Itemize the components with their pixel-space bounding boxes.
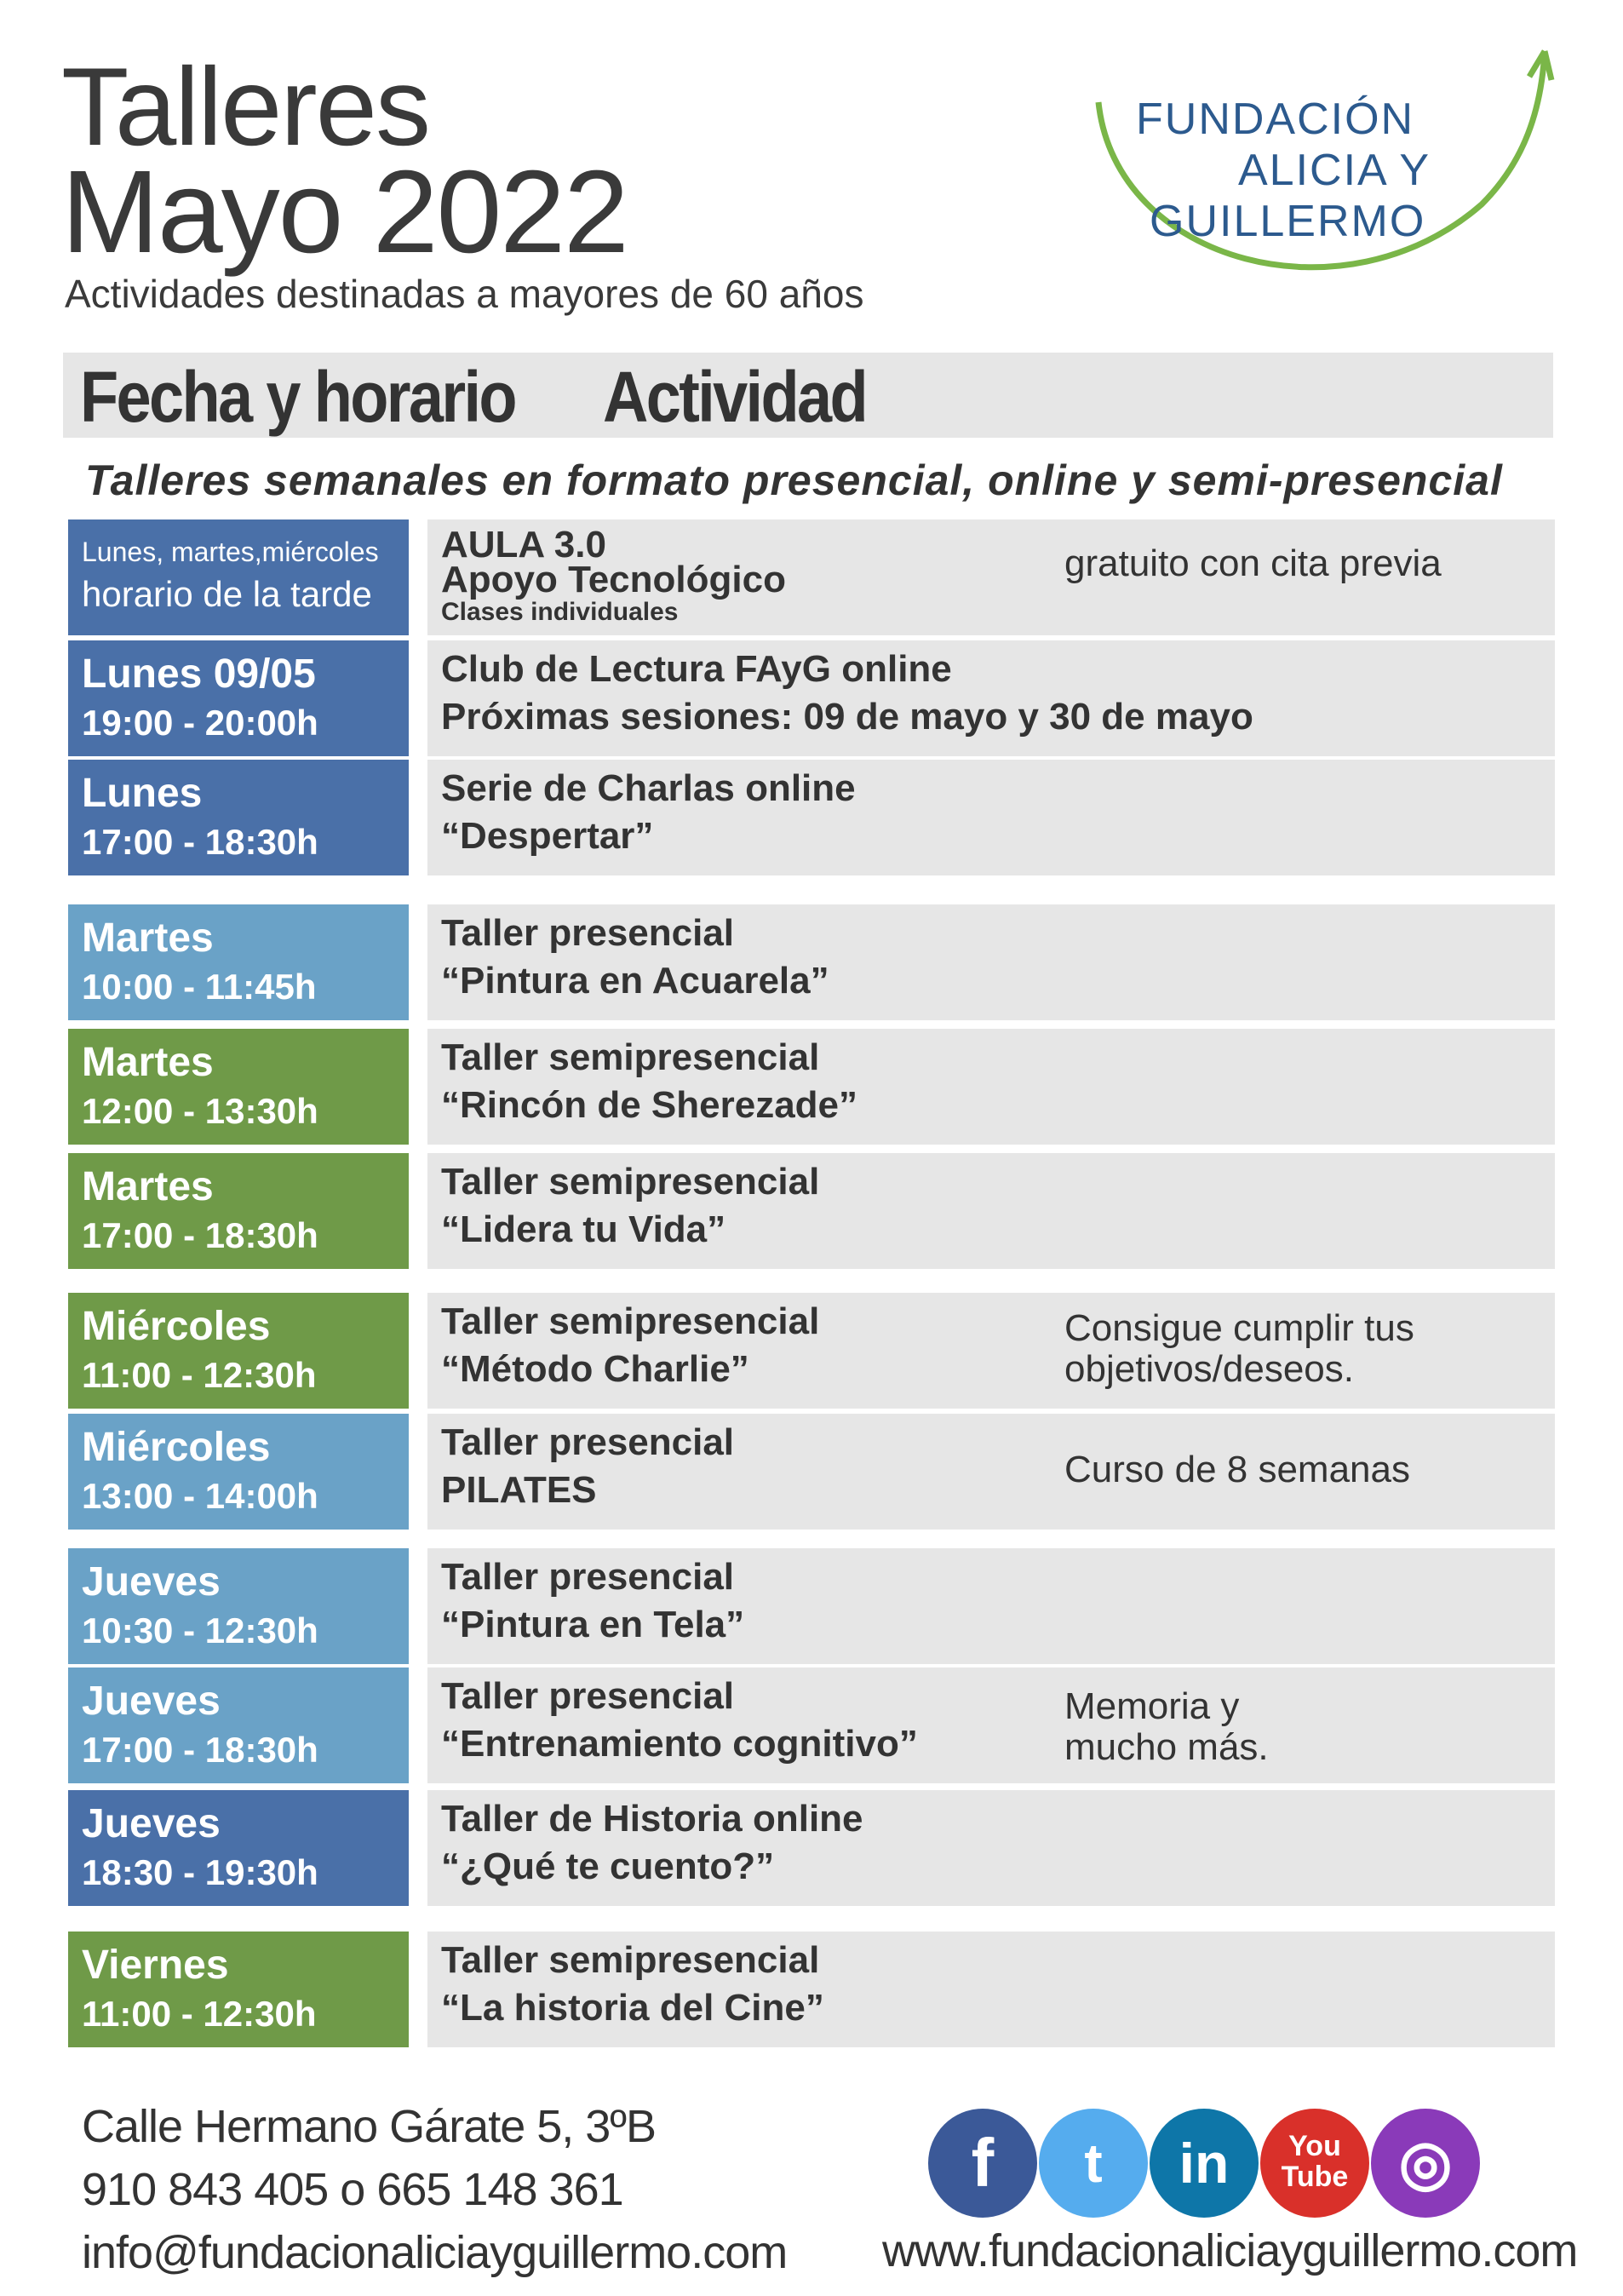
facebook-icon[interactable]: f [928, 2109, 1037, 2218]
activity-cell [427, 640, 1555, 756]
date-cell [68, 1667, 409, 1783]
date-day: Lunes, martes,miércoles [82, 537, 379, 567]
weekly-title: Talleres semanales en formato presencial, online y semi-presencial [85, 456, 1503, 504]
date-day: Jueves [82, 1679, 221, 1724]
youtube-icon[interactable]: You Tube [1260, 2109, 1369, 2218]
date-day: Jueves [82, 1801, 221, 1846]
activity-subtitle: PILATES [441, 1469, 597, 1511]
activity-subtitle: “Entrenamiento cognitivo” [441, 1723, 918, 1765]
date-cell [68, 904, 409, 1020]
activity-cell [427, 1414, 1555, 1530]
activity-subtitle: “Pintura en Acuarela” [441, 960, 829, 1002]
activity-note: Memoria y mucho más. [1064, 1685, 1269, 1768]
date-time: 17:00 - 18:30h [82, 822, 318, 862]
date-cell [68, 1029, 409, 1145]
activity-title: Serie de Charlas online [441, 767, 856, 809]
date-time: 10:30 - 12:30h [82, 1610, 318, 1650]
date-day: Jueves [82, 1559, 221, 1604]
activity-title: Taller presencial [441, 1421, 735, 1463]
schedule-row [68, 640, 1555, 756]
date-time: 18:30 - 19:30h [82, 1852, 318, 1892]
date-day: Martes [82, 1040, 214, 1085]
schedule-row [68, 1153, 1555, 1269]
activity-title: Taller semipresencial [441, 1161, 820, 1203]
activity-cell [427, 904, 1555, 1020]
instagram-icon[interactable]: ◎ [1371, 2109, 1480, 2218]
activity-cell [427, 1153, 1555, 1269]
date-cell [68, 640, 409, 756]
date-time: 11:00 - 12:30h [82, 1994, 317, 2034]
date-time: horario de la tarde [82, 574, 372, 614]
date-cell [68, 1548, 409, 1664]
activity-title: Taller presencial [441, 1675, 735, 1717]
activity-subtitle: “Método Charlie” [441, 1348, 749, 1390]
logo-line2: ALICIA Y [1238, 146, 1431, 195]
social-icons [928, 2109, 1490, 2219]
date-day: Viernes [82, 1943, 229, 1988]
website-link[interactable]: www.fundacionaliciayguillermo.com [882, 2225, 1578, 2276]
schedule-row [68, 1932, 1555, 2047]
schedule-row [68, 904, 1555, 1020]
date-cell [68, 1932, 409, 2047]
date-cell [68, 1414, 409, 1530]
twitter-icon[interactable]: t [1039, 2109, 1148, 2218]
date-time: 13:00 - 14:00h [82, 1476, 318, 1516]
date-cell [68, 1293, 409, 1409]
activity-cell [427, 1667, 1555, 1783]
activity-cell [427, 1293, 1555, 1409]
activity-title: Taller semipresencial [441, 1036, 820, 1078]
activity-subtitle: “Rincón de Sherezade” [441, 1084, 858, 1126]
date-day: Martes [82, 1164, 214, 1209]
logo-line1: FUNDACIÓN [1136, 95, 1415, 144]
date-time: 12:00 - 13:30h [82, 1091, 318, 1131]
date-day: Lunes 09/05 [82, 651, 316, 697]
date-day: Martes [82, 916, 214, 961]
activity-cell [427, 1548, 1555, 1664]
schedule-row [68, 1548, 1555, 1664]
activity-note: Consigue cumplir tus objetivos/deseos. [1064, 1307, 1414, 1390]
schedule-row [68, 760, 1555, 875]
date-day: Miércoles [82, 1425, 271, 1470]
schedule-row [68, 519, 1555, 635]
date-time: 11:00 - 12:30h [82, 1355, 317, 1395]
title-line2: Mayo 2022 [61, 146, 628, 278]
schedule-row [68, 1414, 1555, 1530]
date-cell [68, 1153, 409, 1269]
activity-title: Taller presencial [441, 1556, 735, 1598]
activity-subtitle: “Despertar” [441, 815, 654, 857]
activity-subtitle: Apoyo Tecnológico [441, 559, 786, 600]
header-fecha-horario: Fecha y horario [80, 357, 515, 437]
activity-cell [427, 760, 1555, 875]
activity-title: Taller presencial [441, 912, 735, 954]
email-link[interactable]: info@fundacionaliciayguillermo.com [82, 2227, 788, 2278]
activity-subtitle: “La historia del Cine” [441, 1987, 824, 2029]
activity-subtitle: “¿Qué te cuento?” [441, 1845, 775, 1887]
activity-detail: Clases individuales [441, 598, 679, 626]
schedule-row [68, 1029, 1555, 1145]
activity-title: Taller semipresencial [441, 1939, 820, 1981]
phone: 910 843 405 o 665 148 361 [82, 2164, 623, 2215]
date-time: 17:00 - 18:30h [82, 1730, 318, 1770]
activity-title: Taller de Historia online [441, 1798, 863, 1840]
date-day: Miércoles [82, 1304, 271, 1349]
activity-note: Curso de 8 semanas [1064, 1449, 1410, 1490]
activity-subtitle: “Lidera tu Vida” [441, 1208, 726, 1250]
date-day: Lunes [82, 771, 203, 816]
title-line1: Talleres [61, 44, 429, 169]
date-cell [68, 519, 409, 635]
date-time: 19:00 - 20:00h [82, 703, 318, 743]
contact-block [82, 2095, 787, 2284]
date-time: 10:00 - 11:45h [82, 967, 317, 1007]
activity-title: Taller semipresencial [441, 1300, 820, 1342]
subtitle: Actividades destinadas a mayores de 60 años [65, 272, 864, 316]
activity-cell [427, 1790, 1555, 1906]
activity-cell [427, 1932, 1555, 2047]
activity-cell [427, 519, 1555, 635]
activity-subtitle: Próximas sesiones: 09 de mayo y 30 de mayo [441, 696, 1253, 738]
linkedin-icon[interactable]: in [1150, 2109, 1259, 2218]
activity-subtitle: “Pintura en Tela” [441, 1604, 745, 1645]
date-cell [68, 760, 409, 875]
fundacion-logo [1081, 43, 1558, 315]
date-cell [68, 1790, 409, 1906]
activity-title: AULA 3.0 [441, 524, 606, 565]
address: Calle Hermano Gárate 5, 3ºB [82, 2101, 657, 2152]
date-time: 17:00 - 18:30h [82, 1215, 318, 1255]
logo-line3: GUILLERMO [1150, 197, 1426, 246]
schedule-row [68, 1790, 1555, 1906]
schedule-row [68, 1293, 1555, 1409]
header-actividad: Actividad [603, 357, 866, 437]
activity-title: Club de Lectura FAyG online [441, 648, 952, 690]
activity-cell [427, 1029, 1555, 1145]
activity-note: gratuito con cita previa [1064, 542, 1442, 584]
schedule-row [68, 1667, 1555, 1783]
